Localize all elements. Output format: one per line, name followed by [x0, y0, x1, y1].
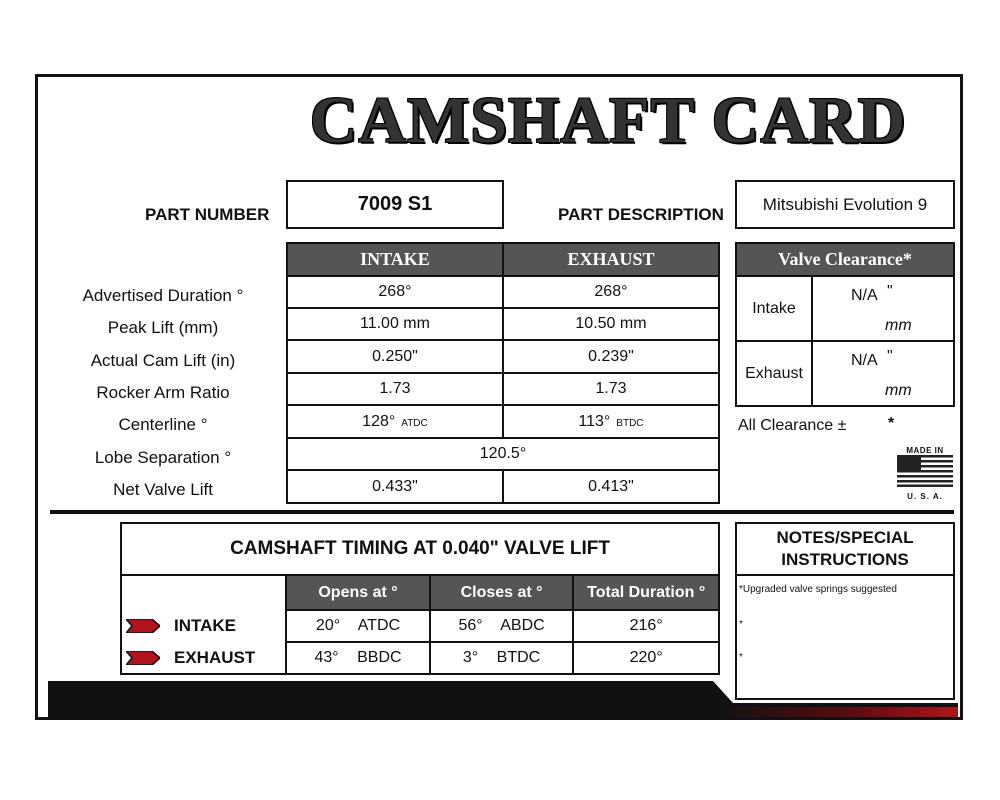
notes-line-3: *	[739, 652, 743, 663]
all-clearance-label: All Clearance ±	[738, 417, 847, 434]
centerline-intake-ref: ATDC	[401, 417, 428, 429]
usa-flag-icon	[897, 455, 953, 487]
timing-exhaust-opens-ref: BBDC	[357, 649, 402, 666]
camshaft-card	[35, 74, 963, 720]
table-row	[287, 470, 719, 503]
timing-exhaust-closes	[430, 642, 574, 674]
timing-intake-closes	[430, 610, 574, 642]
spec-exhaust-value: 0.239"	[503, 340, 719, 373]
spec-intake-value: 0.250"	[287, 340, 503, 373]
timing-intake-closes-ref: ABDC	[500, 617, 545, 634]
intake-header: INTAKE	[287, 243, 503, 276]
centerline-exhaust-ref: BTDC	[616, 417, 644, 429]
valve-clearance-table	[735, 242, 955, 407]
centerline-exhaust-value: 113°	[578, 412, 611, 430]
timing-exhaust-opens-value: 43°	[314, 649, 339, 666]
part-description-text: Mitsubishi Evolution 9	[762, 194, 928, 214]
timing-row-label-cell	[121, 642, 286, 674]
spec-intake-value: 11.00 mm	[287, 308, 503, 340]
timing-intake-label: INTAKE	[174, 616, 237, 635]
spec-label-advertised-duration: Advertised Duration °	[82, 286, 244, 305]
notes-title	[737, 524, 953, 576]
notes-box	[735, 522, 955, 700]
spec-intake-value: 268°	[287, 276, 503, 308]
clearance-exhaust-unit: mm	[885, 382, 912, 399]
clearance-exhaust-cell	[812, 341, 954, 406]
centerline-intake-value: 128°	[362, 412, 396, 430]
notes-title-line2: INSTRUCTIONS	[781, 550, 909, 569]
spec-label-lobe-separation: Lobe Separation °	[94, 448, 232, 467]
notes-title-line1: NOTES/SPECIAL	[776, 528, 914, 547]
timing-col-closes: Closes at °	[430, 575, 574, 610]
spec-label-centerline: Centerline °	[118, 415, 208, 434]
spec-intake-value: 0.433"	[287, 470, 503, 503]
table-row	[287, 340, 719, 373]
footer-bar	[48, 681, 958, 717]
notes-line-1: *Upgraded valve springs suggested	[739, 584, 897, 595]
notes-line-2: *	[739, 619, 743, 630]
timing-col-opens: Opens at °	[286, 575, 430, 610]
table-row	[121, 610, 719, 642]
timing-row-label-cell	[121, 610, 286, 642]
timing-intake-closes-value: 56°	[458, 617, 483, 634]
spec-label-rocker-arm-ratio: Rocker Arm Ratio	[96, 383, 230, 402]
clearance-exhaust-value: N/A	[851, 352, 878, 369]
card-title: CAMSHAFT CARD	[309, 84, 907, 157]
part-description-value	[735, 180, 955, 229]
clearance-intake-cell	[812, 276, 954, 341]
spec-label-actual-cam-lift: Actual Cam Lift (in)	[90, 351, 236, 370]
clearance-intake-unit: mm	[885, 317, 912, 334]
table-row	[287, 308, 719, 340]
timing-intake-opens-value: 20°	[315, 617, 341, 634]
spec-intake-value: 1.73	[287, 373, 503, 405]
table-row	[287, 276, 719, 308]
timing-exhaust-duration: 220°	[573, 642, 719, 674]
spec-label-net-valve-lift: Net Valve Lift	[113, 480, 213, 499]
timing-exhaust-label: EXHAUST	[174, 648, 256, 667]
spec-exhaust-value: 1.73	[503, 373, 719, 405]
exhaust-header: EXHAUST	[503, 243, 719, 276]
timing-table	[120, 522, 720, 675]
timing-exhaust-closes-ref: BTDC	[496, 649, 541, 666]
lobe-separation-value: 120.5°	[287, 438, 719, 470]
all-clearance-value: *	[888, 415, 895, 432]
timing-exhaust-closes-value: 3°	[462, 649, 479, 666]
table-row	[121, 642, 719, 674]
clearance-intake-value: N/A	[851, 287, 878, 304]
spec-intake-centerline	[287, 405, 503, 438]
made-in-usa-badge	[896, 446, 954, 501]
part-number-label: PART NUMBER	[145, 205, 270, 224]
red-arrow-icon	[126, 651, 160, 665]
spec-exhaust-value: 10.50 mm	[503, 308, 719, 340]
spec-table	[286, 242, 720, 504]
timing-title: CAMSHAFT TIMING AT 0.040" VALVE LIFT	[121, 523, 719, 575]
made-in-text: MADE IN	[906, 446, 944, 455]
red-arrow-icon	[126, 619, 160, 633]
clearance-exhaust-inch: "	[887, 348, 893, 365]
section-divider	[50, 510, 954, 514]
valve-clearance-header: Valve Clearance*	[736, 243, 954, 276]
table-row	[287, 438, 719, 470]
spec-exhaust-value: 268°	[503, 276, 719, 308]
timing-corner	[121, 575, 286, 610]
table-row	[287, 405, 719, 438]
table-row	[287, 373, 719, 405]
spec-exhaust-value: 0.413"	[503, 470, 719, 503]
usa-text: U. S. A.	[907, 492, 943, 501]
timing-intake-opens	[286, 610, 430, 642]
timing-intake-duration: 216°	[573, 610, 719, 642]
part-number-text: 7009 S1	[357, 193, 433, 215]
part-description-label: PART DESCRIPTION	[558, 205, 724, 224]
part-number-value	[286, 180, 504, 229]
table-row	[736, 276, 954, 341]
table-row	[736, 341, 954, 406]
timing-exhaust-opens	[286, 642, 430, 674]
timing-intake-opens-ref: ATDC	[357, 617, 401, 634]
spec-exhaust-centerline	[503, 405, 719, 438]
spec-label-peak-lift: Peak Lift (mm)	[107, 318, 219, 337]
timing-col-duration: Total Duration °	[573, 575, 719, 610]
clearance-exhaust-label: Exhaust	[736, 341, 812, 406]
clearance-intake-inch: "	[887, 283, 893, 300]
clearance-intake-label: Intake	[736, 276, 812, 341]
